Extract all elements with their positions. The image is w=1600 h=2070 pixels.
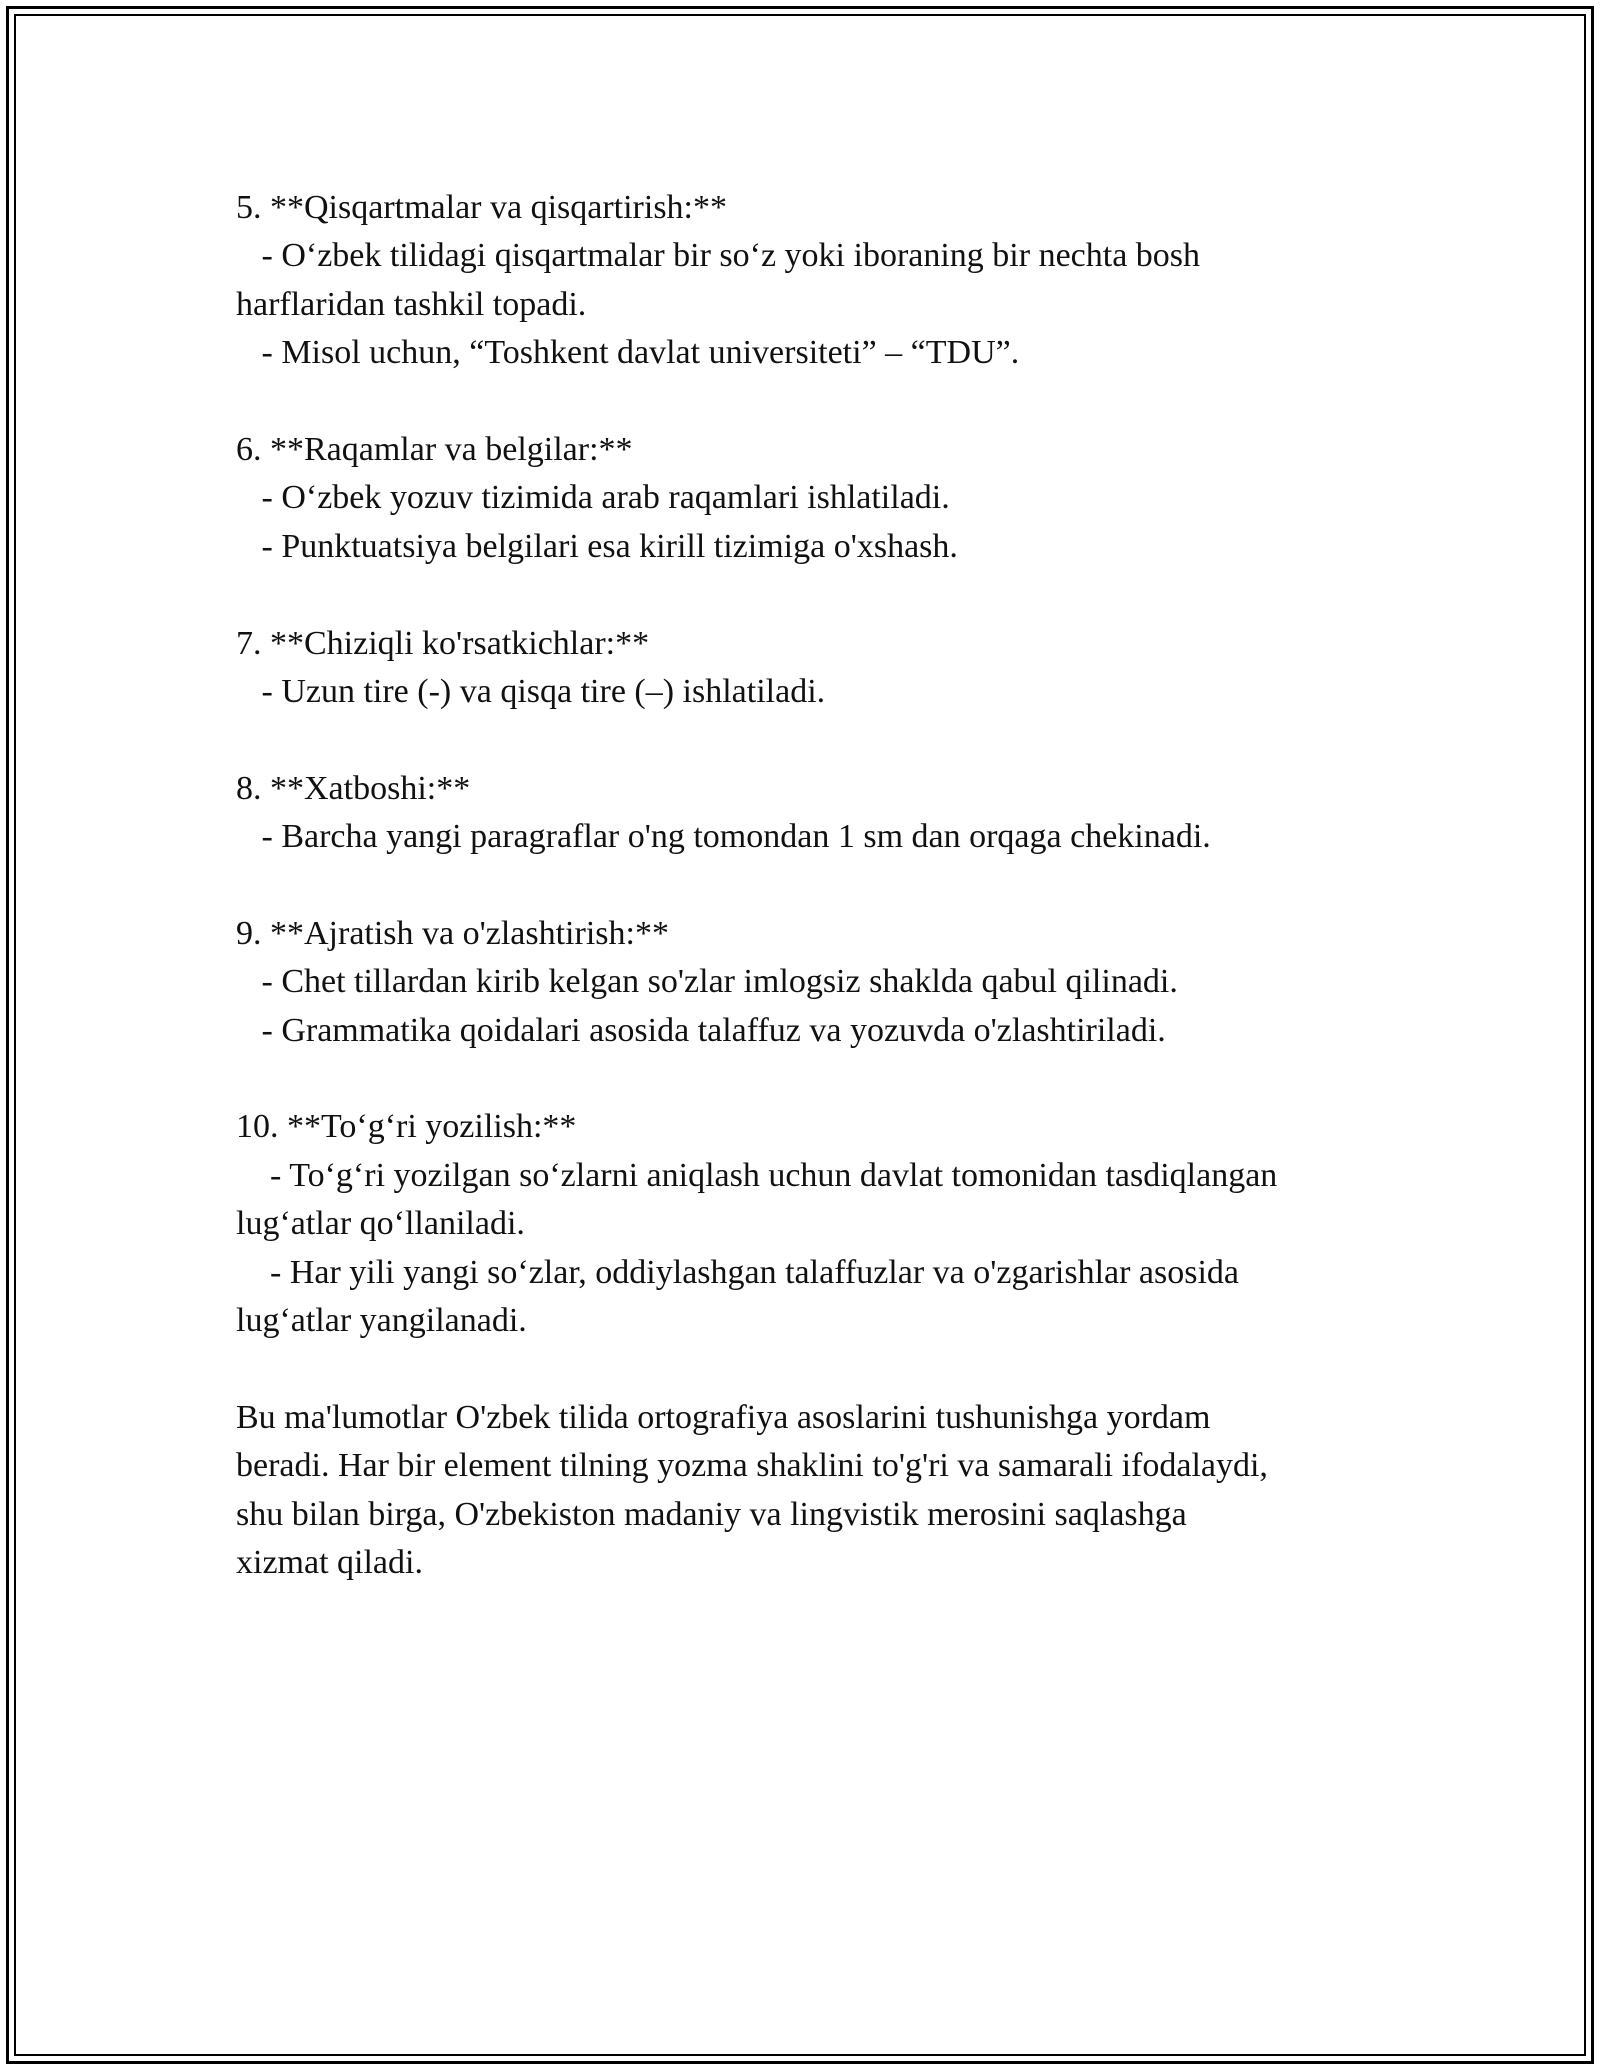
section-heading: 9. **Ajratish va o'zlashtirish:** — [236, 914, 669, 952]
section-line: - To‘g‘ri yozilgan so‘zlarni aniqlash uchun davlat tomonidan tasdiqlangan — [236, 1156, 1278, 1194]
section-5 — [236, 184, 1396, 378]
section-line: - Uzun tire (-) va qisqa tire (–) ishlatiladi. — [236, 672, 826, 710]
section-line: harflaridan tashkil topadi. — [236, 285, 587, 323]
section-line: - O‘zbek yozuv tizimida arab raqamlari ishlatiladi. — [236, 479, 950, 517]
section-line: - O‘zbek tilidagi qisqartmalar bir so‘z yoki iboraning bir nechta bosh — [236, 237, 1201, 275]
section-line: lug‘atlar qo‘llaniladi. — [236, 1205, 525, 1243]
section-line: - Punktuatsiya belgilari esa kirill tizimiga o'xshash. — [236, 527, 958, 565]
spacer — [236, 1345, 1396, 1393]
section-line: - Barcha yangi paragraflar o'ng tomondan 1 sm dan orqaga chekinadi. — [236, 818, 1211, 856]
section-line: - Chet tillardan kirib kelgan so'zlar imlogsiz shaklda qabul qilinadi. — [236, 963, 1178, 1001]
section-heading: 10. **To‘g‘ri yozilish:** — [236, 1108, 577, 1146]
spacer — [236, 571, 1396, 619]
section-line: lug‘atlar yangilanadi. — [236, 1301, 527, 1339]
section-9 — [236, 910, 1396, 1055]
spacer — [236, 861, 1396, 909]
conclusion-line: shu bilan birga, O'zbekiston madaniy va lingvistik merosini saqlashga — [236, 1495, 1187, 1533]
spacer — [236, 1055, 1396, 1103]
spacer — [236, 716, 1396, 764]
section-heading: 5. **Qisqartmalar va qisqartirish:** — [236, 189, 728, 226]
section-6 — [236, 426, 1396, 571]
conclusion-line: xizmat qiladi. — [236, 1543, 423, 1581]
spacer — [236, 378, 1396, 426]
section-8 — [236, 765, 1396, 862]
section-line: - Misol uchun, “Toshkent davlat universiteti” – “TDU”. — [236, 334, 1020, 372]
section-10 — [236, 1103, 1396, 1345]
conclusion-paragraph — [236, 1394, 1396, 1588]
section-line: - Grammatika qoidalari asosida talaffuz va yozuvda o'zlashtiriladi. — [236, 1011, 1166, 1049]
section-heading: 6. **Raqamlar va belgilar:** — [236, 430, 633, 468]
section-line: - Har yili yangi so‘zlar, oddiylashgan talaffuzlar va o'zgarishlar asosida — [236, 1253, 1240, 1291]
conclusion-line: beradi. Har bir element tilning yozma shaklini to'g'ri va samarali ifodalaydi, — [236, 1447, 1268, 1485]
conclusion-line: Bu ma'lumotlar O'zbek tilida ortografiya asoslarini tushunishga yordam — [236, 1398, 1211, 1436]
section-heading: 8. **Xatboshi:** — [236, 769, 471, 807]
section-heading: 7. **Chiziqli ko'rsatkichlar:** — [236, 624, 650, 662]
document-body — [236, 184, 1396, 1587]
section-7 — [236, 620, 1396, 717]
